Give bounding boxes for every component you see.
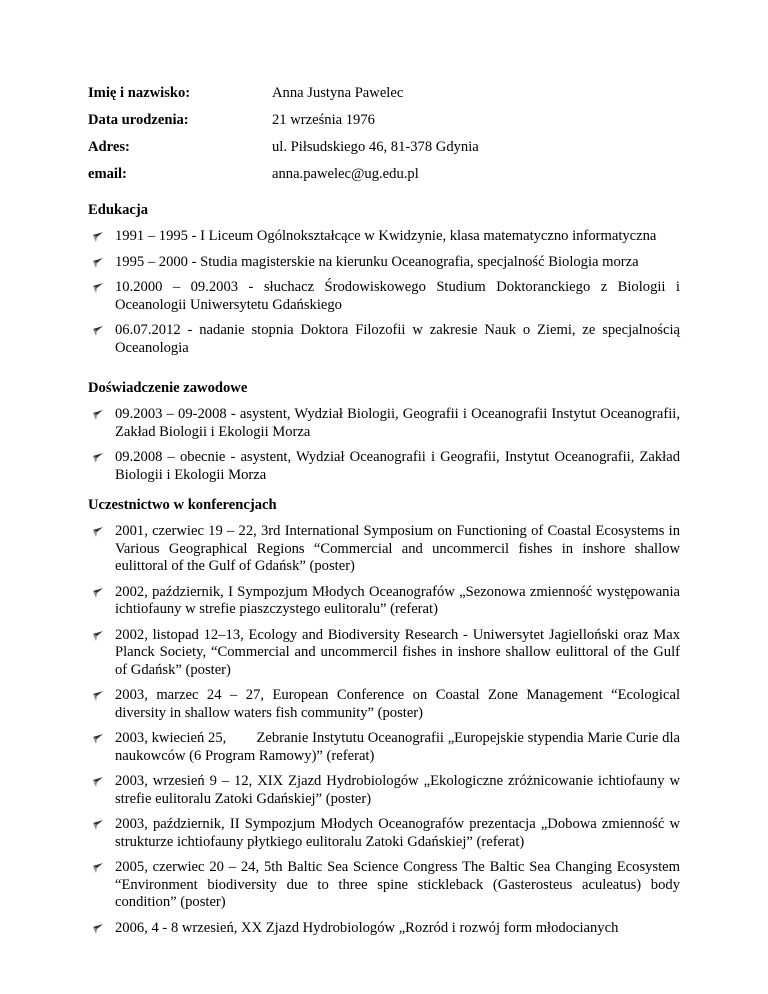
list-item: 09.2003 – 09-2008 - asystent, Wydział Biologii, Geografii i Oceanografii Instytut Oceanografii, Zakład Biologii i Ekologii Morza <box>88 406 680 441</box>
list-item: 09.2008 – obecnie - asystent, Wydział Oceanografii i Geografii, Instytut Oceanografii, Zakład Biologii i Ekologii Morza <box>88 449 680 484</box>
list-item: 2006, 4 - 8 wrzesień, XX Zjazd Hydrobiologów „Rozród i rozwój form młodocianych <box>88 920 680 938</box>
list-item: 06.07.2012 - nadanie stopnia Doktora Filozofii w zakresie Nauk o Ziemi, ze specjalnością Oceanologia <box>88 322 680 357</box>
name-value: Anna Justyna Pawelec <box>272 85 404 101</box>
bullet-icon <box>92 452 104 464</box>
email-label: email: <box>88 166 127 182</box>
bullet-icon <box>92 923 104 935</box>
bullet-icon <box>92 257 104 269</box>
education-list <box>88 228 680 365</box>
experience-list <box>88 406 680 492</box>
list-item: 2003, październik, II Sympozjum Młodych Oceanografów prezentacja „Dobowa zmienność w strukturze ichtiofauny płytkiego eulitoralu Zatoki Gdańskiej” (referat) <box>88 816 680 851</box>
address-label: Adres: <box>88 139 130 155</box>
email-value: anna.pawelec@ug.edu.pl <box>272 166 419 182</box>
list-item: 2003, marzec 24 – 27, European Conference on Coastal Zone Management “Ecological diversity in shallow waters fish community” (poster) <box>88 687 680 722</box>
bullet-icon <box>92 526 104 538</box>
bullet-icon <box>92 231 104 243</box>
personal-info <box>88 85 680 193</box>
bullet-icon <box>92 282 104 294</box>
bullet-icon <box>92 733 104 745</box>
list-item: 2005, czerwiec 20 – 24, 5th Baltic Sea Science Congress The Baltic Sea Changing Ecosystem “Environment biodiversity due to three spine stickleback (Gasterosteus aculeatus) body condition” (poster) <box>88 859 680 912</box>
list-item: 1995 – 2000 - Studia magisterskie na kierunku Oceanografia, specjalność Biologia morza <box>88 254 680 272</box>
address-value: ul. Piłsudskiego 46, 81-378 Gdynia <box>272 139 479 155</box>
birthdate-label: Data urodzenia: <box>88 112 189 128</box>
conferences-heading: Uczestnictwo w konferencjach <box>88 497 277 513</box>
info-row-address <box>88 139 680 166</box>
info-row-email <box>88 166 680 193</box>
bullet-icon <box>92 587 104 599</box>
bullet-icon <box>92 819 104 831</box>
info-row-birthdate <box>88 112 680 139</box>
education-heading: Edukacja <box>88 202 149 218</box>
info-row-name <box>88 85 680 112</box>
list-item: 2001, czerwiec 19 – 22, 3rd International Symposium on Functioning of Coastal Ecosystems in Various Geographical Regions “Commercial and uncommercil fishes in inshore shallow eulittoral of the Gulf of Gdańsk” (poster) <box>88 523 680 576</box>
list-item: 2002, październik, I Sympozjum Młodych Oceanografów „Sezonowa zmienność występowania ichtiofauny w strefie piaszczystego eulitoralu” (referat) <box>88 584 680 619</box>
bullet-icon <box>92 325 104 337</box>
list-item: 10.2000 – 09.2003 - słuchacz Środowiskowego Studium Doktoranckiego z Biologii i Oceanologii Uniwersytetu Gdańskiego <box>88 279 680 314</box>
bullet-icon <box>92 862 104 874</box>
bullet-icon <box>92 776 104 788</box>
bullet-icon <box>92 630 104 642</box>
bullet-icon <box>92 690 104 702</box>
list-item: 2003, kwiecień 25, Zebranie Instytutu Oceanografii „Europejskie stypendia Marie Curie dla naukowców (6 Program Ramowy)” (referat) <box>88 730 680 765</box>
bullet-icon <box>92 409 104 421</box>
list-item: 1991 – 1995 - I Liceum Ogólnokształcące w Kwidzynie, klasa matematyczno informatyczna <box>88 228 680 246</box>
conferences-list <box>88 523 684 945</box>
birthdate-value: 21 września 1976 <box>272 112 375 128</box>
list-item: 2002, listopad 12–13, Ecology and Biodiversity Research - Uniwersytet Jagielloński oraz Max Planck Society, “Commercial and uncommercil fishes in inshore shallow eulittoral of the Gulf of Gdańsk” (poster) <box>88 627 680 680</box>
name-label: Imię i nazwisko: <box>88 85 191 101</box>
experience-heading: Doświadczenie zawodowe <box>88 380 248 396</box>
list-item: 2003, wrzesień 9 – 12, XIX Zjazd Hydrobiologów „Ekologiczne zróżnicowanie ichtiofauny w strefie eulitoralu Zatoki Gdańskiej” (poster) <box>88 773 680 808</box>
